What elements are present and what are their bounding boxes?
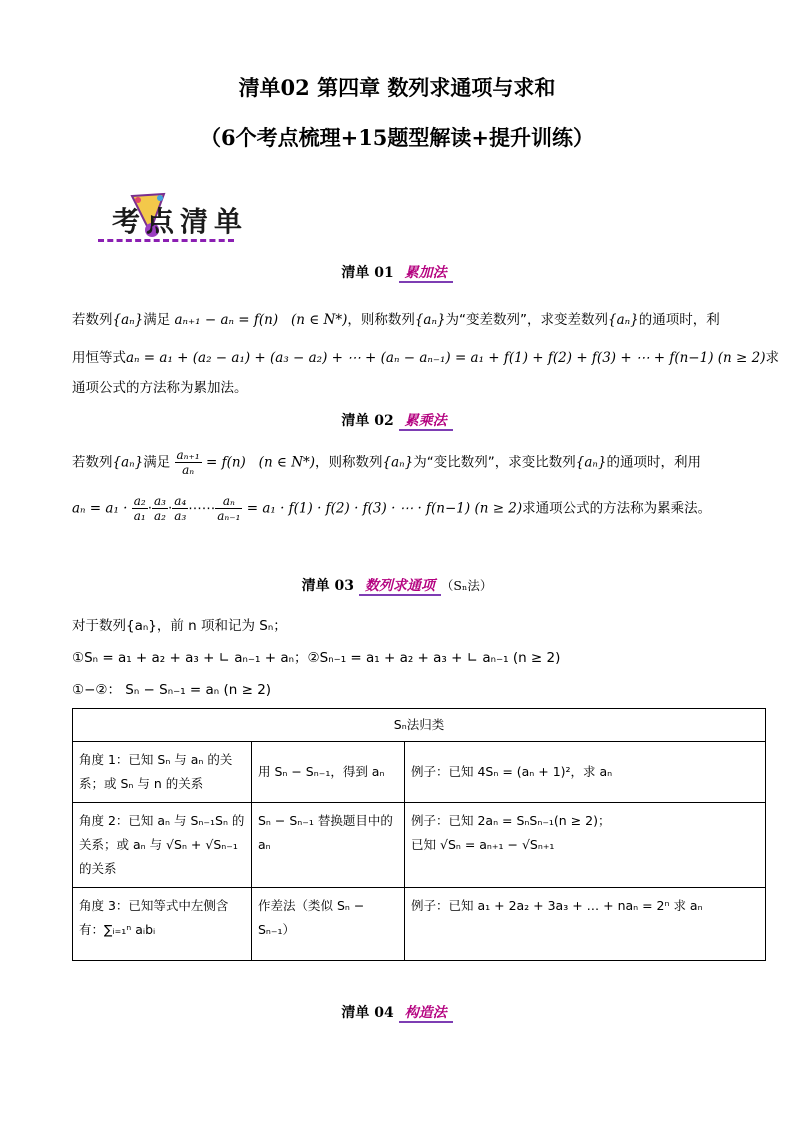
table-row: [73, 803, 766, 888]
text: 为“变差数列”，求变差数列: [445, 312, 609, 328]
sec1-line1: [72, 308, 720, 328]
table-cell: Sₙ − Sₙ₋₁ 替换题目中的 aₙ: [252, 803, 405, 888]
badge-underline: [98, 234, 234, 242]
ratio-fraction: $\frac{\text{aₙ₊₁}}{\text{aₙ}}$: [176, 448, 200, 477]
sec2-line2: aₙ = a₁ · $\frac{\text{a₂}}{\text{a₁}}$ · $\frac{\text{a₃}}{\text{a₂}}$ · $\frac{\text{a₄}}{\text{a₃}}$ ⋯⋯ $\frac{\text{aₙ}}{\text{aₙ₋₁}}$ = a₁ · f(1) · f(2) · f(3) · ⋯ · f(n−1) (n ≥ 2)求通项公式的方法称为累乘法。: [72, 494, 712, 523]
example-1: 例子：已知 2aₙ = SₙSₙ₋₁(n ≥ 2)；: [411, 813, 611, 828]
math: {aₙ}: [112, 454, 144, 471]
text: 满足: [143, 454, 171, 471]
table-cell: [405, 803, 766, 888]
math: = a₁ · f(1) · f(2) · f(3) · ⋯ · f(n−1) (n ≥ 2): [246, 500, 523, 517]
text: 若数列: [72, 454, 113, 471]
table-header: Sₙ法归类: [73, 709, 766, 742]
text: 的通项时，利: [638, 312, 720, 328]
section-label: 清单 02: [341, 413, 394, 429]
text: ，则称数列: [347, 312, 415, 328]
math: (n ∈ N*): [258, 454, 316, 471]
section-heading-1: [0, 262, 794, 282]
math: {aₙ}: [575, 454, 607, 471]
section-label: 清单 01: [341, 265, 394, 281]
page-subtitle: （6个考点梳理+15题型解读+提升训练）: [199, 125, 595, 150]
sec1-line2: [72, 346, 779, 366]
table-cell: 例子：已知 4Sₙ = (aₙ + 1)²，求 aₙ: [405, 742, 766, 803]
math: {aₙ}: [382, 454, 414, 471]
math: (n ∈ N*): [290, 312, 348, 328]
text: 求: [765, 350, 779, 366]
section-heading-3: [0, 575, 794, 595]
section-name: 累乘法: [399, 413, 453, 431]
table-cell: 例子：已知 a₁ + 2a₂ + 3a₃ + … + naₙ = 2ⁿ 求 aₙ: [405, 888, 766, 961]
text: 求通项公式的方法称为累乘法。: [522, 500, 712, 517]
sn-method-table: [72, 708, 766, 961]
text: 满足: [143, 312, 171, 328]
math: aₙ₊₁ − aₙ = f(n): [174, 312, 279, 328]
table-row: [73, 888, 766, 961]
section-name: 构造法: [399, 1005, 453, 1023]
math: aₙ = a₁ + (a₂ − a₁) + (a₃ − a₂) + ⋯ + (aₙ − aₙ₋₁) = a₁ + f(1) + f(2) + f(3) + ⋯ + f(n−1) (n ≥ 2): [126, 350, 766, 366]
section-name: 数列求通项: [359, 578, 441, 596]
sec3-line1: 对于数列{aₙ}，前 n 项和记为 Sₙ；: [72, 618, 287, 634]
table-row: [73, 742, 766, 803]
section-label: 清单 03: [301, 578, 354, 594]
section-heading-2: [0, 410, 794, 430]
text: ，则称数列: [315, 454, 383, 471]
table-cell: 作差法（类似 Sₙ − Sₙ₋₁）: [252, 888, 405, 961]
math: {aₙ}: [414, 312, 446, 328]
section-heading-4: [0, 1002, 794, 1022]
page-title: 清单02 第四章 数列求通项与求和: [238, 75, 556, 100]
text: 的通项时，利用: [606, 454, 701, 471]
section-suffix: （Sₙ法）: [440, 578, 493, 593]
sec2-line1: [72, 448, 701, 477]
math: {aₙ}: [112, 312, 144, 328]
section-label: 清单 04: [341, 1005, 394, 1021]
badge-title: 考点清单: [112, 205, 249, 238]
math: {aₙ}: [608, 312, 639, 328]
text: 若数列: [72, 312, 113, 328]
sec3-line2: ①Sₙ = a₁ + a₂ + a₃ + ∟ aₙ₋₁ + aₙ；②Sₙ₋₁ = a₁ + a₂ + a₃ + ∟ aₙ₋₁ (n ≥ 2): [72, 650, 561, 666]
table-cell: 角度 3：已知等式中左侧含有：∑ᵢ₌₁ⁿ aᵢbᵢ: [73, 888, 252, 961]
table-cell: 角度 1：已知 Sₙ 与 aₙ 的关系；或 Sₙ 与 n 的关系: [73, 742, 252, 803]
math: = f(n): [205, 454, 246, 471]
sec3-line3: ①−②： Sₙ − Sₙ₋₁ = aₙ (n ≥ 2): [72, 682, 272, 698]
text: 为“变比数列”，求变比数列: [413, 454, 576, 471]
section-name: 累加法: [399, 265, 453, 283]
table-cell: 用 Sₙ − Sₙ₋₁，得到 aₙ: [252, 742, 405, 803]
text: 用恒等式: [72, 350, 126, 366]
table-cell: 角度 2：已知 aₙ 与 Sₙ₋₁Sₙ 的关系；或 aₙ 与 √Sₙ + √Sₙ₋₁ 的关系: [73, 803, 252, 888]
example-2: 已知 √Sₙ = aₙ₊₁ − √Sₙ₊₁: [411, 837, 555, 852]
sec1-line3: 通项公式的方法称为累加法。: [72, 380, 248, 396]
